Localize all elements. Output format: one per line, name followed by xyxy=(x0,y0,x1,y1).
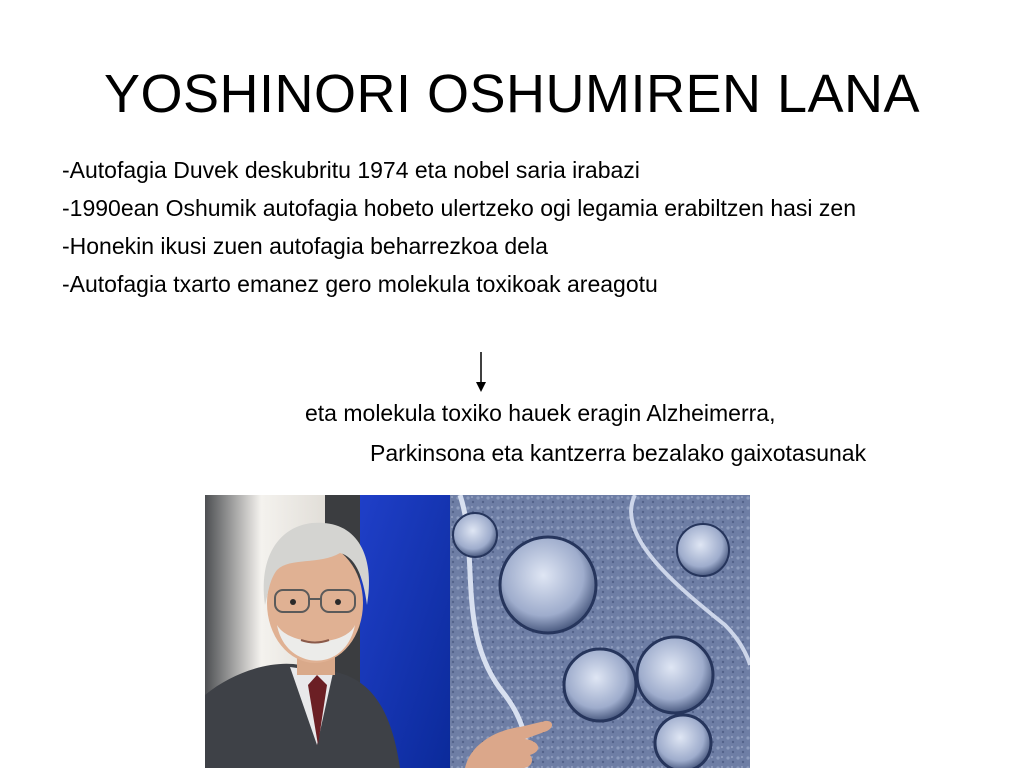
down-arrow-icon xyxy=(473,352,489,392)
bullet-item: -Autofagia txarto emanez gero molekula toxikoak areagotu xyxy=(62,271,658,297)
bullet-item: -1990ean Oshumik autofagia hobeto ulertzeko ogi legamia erabiltzen hasi zen xyxy=(62,195,857,221)
bullet-item: -Autofagia Duvek deskubritu 1974 eta nobel saria irabazi xyxy=(62,157,640,183)
continuation-line-1: eta molekula toxiko hauek eragin Alzheimerra, xyxy=(305,400,776,426)
bullet-item: -Honekin ikusi zuen autofagia beharrezkoa dela xyxy=(62,233,548,259)
slide-title: YOSHINORI OSHUMIREN LANA xyxy=(103,64,921,124)
photo-illustration xyxy=(205,495,750,768)
bullet-list xyxy=(62,155,962,307)
continuation-line-2: Parkinsona eta kantzerra bezalako gaixotasunak xyxy=(370,440,867,466)
oshumi-with-microscopy-photo xyxy=(205,495,750,768)
